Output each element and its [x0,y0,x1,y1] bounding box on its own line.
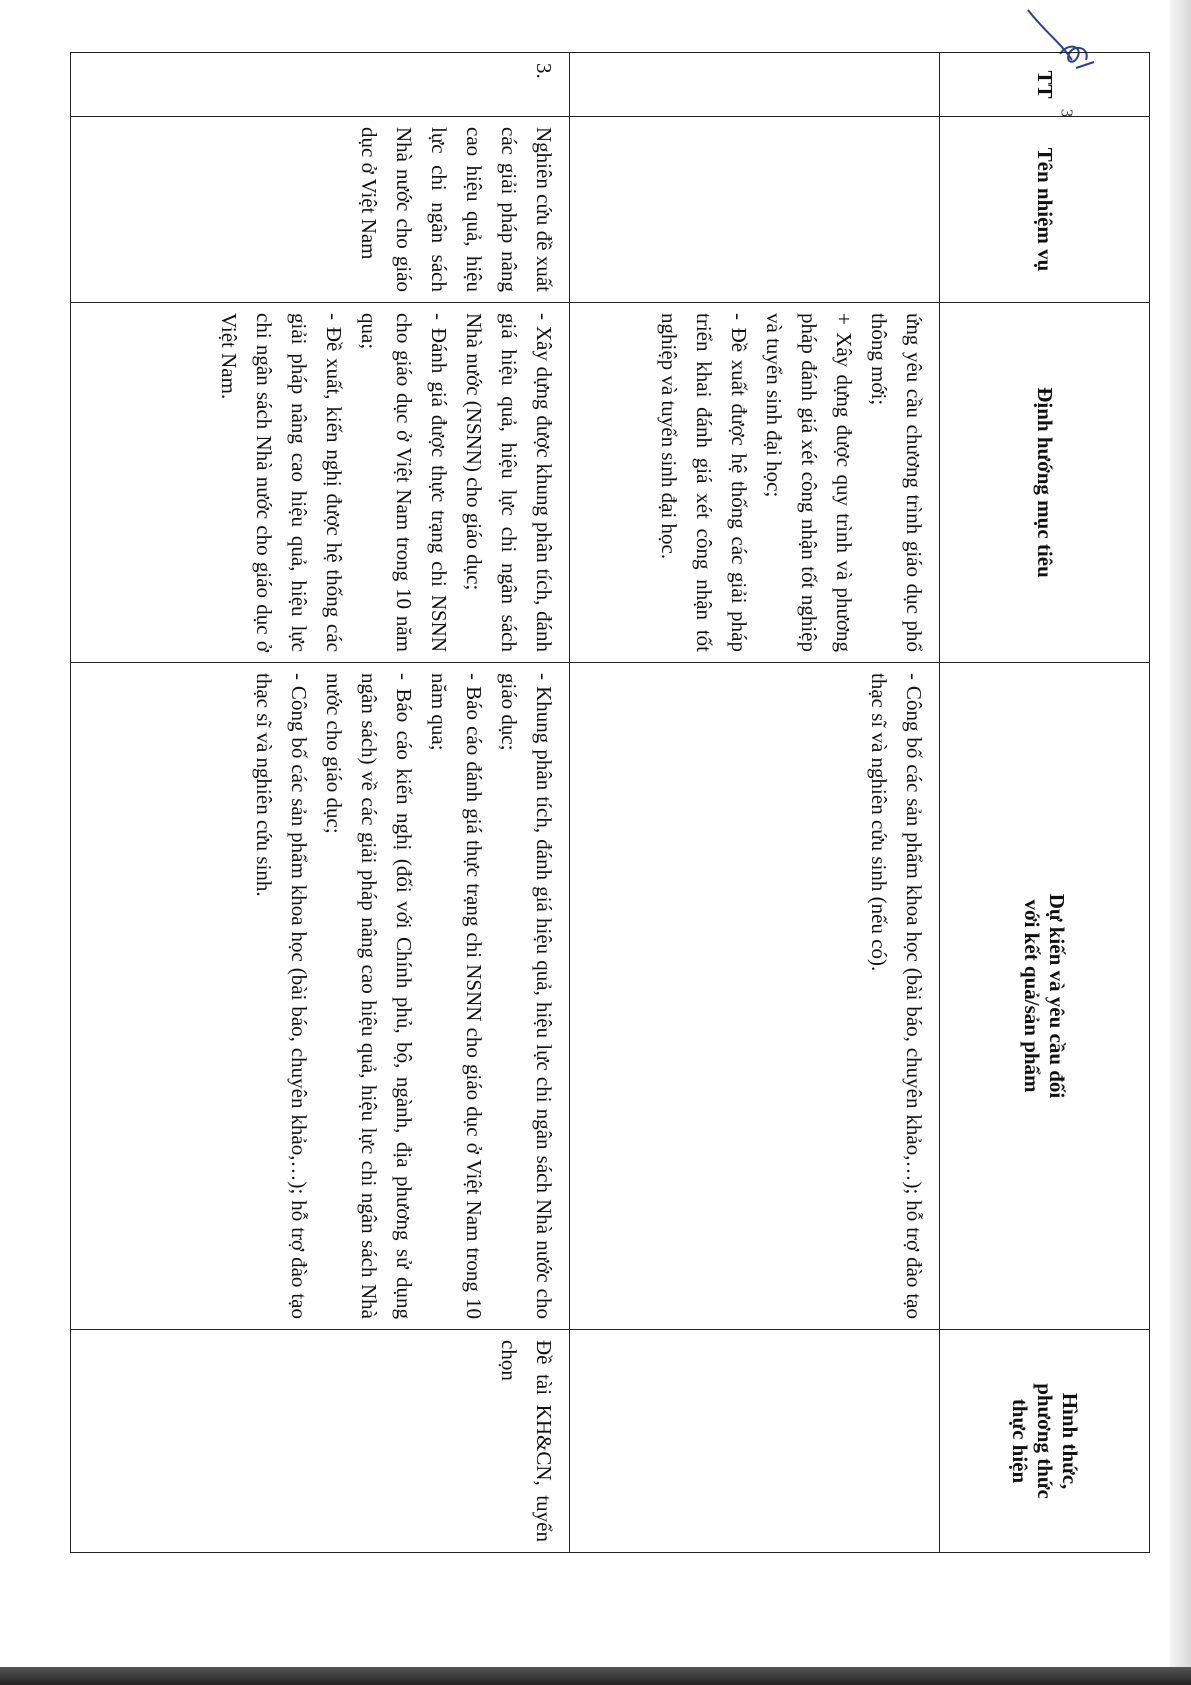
goal-item: - Đánh giá được thực trạng chi NSNN cho giáo dục ở Việt Nam trong 10 năm qua; [357,313,451,652]
table-row [71,53,570,1553]
result-item: - Công bố các sản phẩm khoa học (bài báo, chuyên khảo,…); hỗ trợ đào tạo thạc sĩ và nghiên cứu sinh. [252,673,311,1319]
rotated-page [70,52,1150,1552]
header-task-name: Tên nhiệm vụ [940,117,1150,303]
result-item: - Báo cáo kiến nghị (đối với Chính phủ, bộ, ngành, địa phương sử dụng ngân sách) về các giải pháp nâng cao hiệu quả, hiệu lực chi ngân sách Nhà nước cho giáo dục; [322,673,416,1319]
header-form-line1: Hình thức, [1058,1392,1082,1490]
header-form-line3: thực hiện [1008,1398,1032,1484]
cell-form [570,1330,940,1553]
task-table [70,52,1150,1553]
table-header-row [940,53,1150,1553]
goal-item: ứng yêu cầu chương trình giáo dục phổ thông mới; [867,313,926,652]
cell-task-name [570,117,940,303]
header-form [940,1330,1150,1553]
cell-form: Đề tài KH&CN, tuyển chọn [71,1330,570,1553]
cell-result [71,663,570,1330]
cell-tt [570,53,940,117]
cell-goal [71,303,570,663]
goal-item: - Đề xuất được hệ thống các giải pháp triển khai đánh giá xét công nhận tốt nghiệp và tuyển sinh đại học. [657,313,751,652]
header-result [940,663,1150,1330]
header-tt: TT [940,53,1150,117]
goal-item: - Đề xuất, kiến nghị được hệ thống các giải pháp nâng cao hiệu quả, hiệu lực chi ngân sách Nhà nước cho giáo dục ở Việt Nam. [217,313,346,652]
header-form-line2: phương thức [1033,1383,1057,1499]
scan-edge-shadow [1170,0,1191,1685]
header-result-line2: với kết quả/sản phẩm [1020,899,1045,1093]
table-row [570,53,940,1553]
cell-task-name: Nghiên cứu đề xuất các giải pháp nâng cao hiệu quả, hiệu lực chi ngân sách Nhà nước cho giáo dục ở Việt Nam [71,117,570,303]
scan-bottom-border [0,1667,1191,1685]
cell-result [570,663,940,1330]
page-number: 3 [1057,108,1077,118]
result-item: - Công bố các sản phẩm khoa học (bài báo, chuyên khảo,…); hỗ trợ đào tạo thạc sĩ và nghiên cứu sinh (nếu có). [867,673,926,1319]
cell-tt: 3. [71,53,570,117]
result-item: - Báo cáo đánh giá thực trạng chi NSNN cho giáo dục ở Việt Nam trong 10 năm qua; [427,673,486,1319]
result-item: - Khung phân tích, đánh giá hiệu quả, hiệu lực chi ngân sách Nhà nước cho giáo dục; [497,673,556,1319]
goal-item: + Xây dựng được quy trình và phương pháp đánh giá xét công nhận tốt nghiệp và tuyển sinh đại học; [762,313,856,652]
goal-item: - Xây dựng được khung phân tích, đánh giá hiệu quả, hiệu lực chi ngân sách Nhà nước (NSNN) cho giáo dục; [462,313,556,652]
cell-goal [570,303,940,663]
header-goal: Định hướng mục tiêu [940,303,1150,663]
header-result-line1: Dự kiến và yêu cầu đối [1045,893,1070,1099]
